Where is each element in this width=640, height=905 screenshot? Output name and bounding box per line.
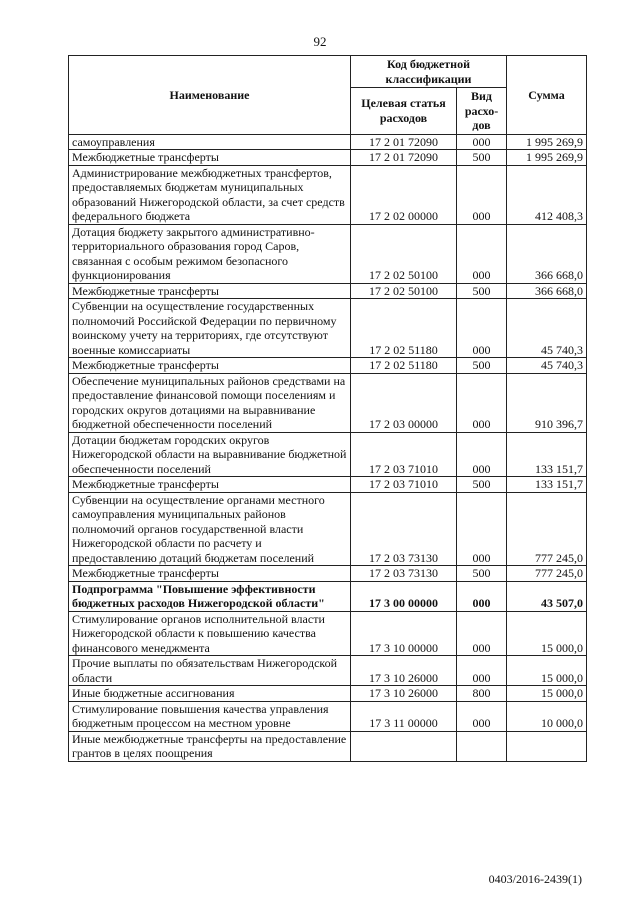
row-expense-type-cell: 000 [457, 224, 507, 283]
row-sum-cell [507, 731, 587, 761]
table-row [69, 283, 587, 299]
row-sum-cell: 777 245,0 [507, 566, 587, 582]
row-sum-cell: 133 151,7 [507, 432, 587, 477]
table-row [69, 134, 587, 150]
row-sum-cell: 15 000,0 [507, 611, 587, 656]
header-sum: Сумма [507, 56, 587, 135]
row-target-article-cell: 17 2 02 00000 [351, 165, 457, 224]
row-sum-cell: 1 995 269,9 [507, 134, 587, 150]
row-sum-cell: 43 507,0 [507, 581, 587, 611]
row-expense-type-cell: 000 [457, 299, 507, 358]
row-expense-type-cell: 000 [457, 432, 507, 477]
row-name-cell: Подпрограмма "Повышение эффективности бюджетных расходов Нижегородской области" [69, 581, 351, 611]
header-name: Наименование [69, 56, 351, 135]
row-sum-cell: 910 396,7 [507, 373, 587, 432]
row-sum-cell: 366 668,0 [507, 283, 587, 299]
row-target-article-cell: 17 2 03 71010 [351, 477, 457, 493]
row-sum-cell: 133 151,7 [507, 477, 587, 493]
row-target-article-cell: 17 3 10 26000 [351, 656, 457, 686]
table-row [69, 566, 587, 582]
row-target-article-cell: 17 2 02 50100 [351, 224, 457, 283]
row-expense-type-cell [457, 731, 507, 761]
header-expense-type: Вид расхо-дов [457, 88, 507, 135]
row-expense-type-cell: 000 [457, 701, 507, 731]
row-name-cell: Иные межбюджетные трансферты на предоставление грантов в целях поощрения [69, 731, 351, 761]
row-name-cell: Прочие выплаты по обязательствам Нижегородской области [69, 656, 351, 686]
row-target-article-cell: 17 3 10 00000 [351, 611, 457, 656]
row-target-article-cell: 17 3 10 26000 [351, 686, 457, 702]
row-expense-type-cell: 500 [457, 358, 507, 374]
row-sum-cell: 45 740,3 [507, 358, 587, 374]
table-row [69, 432, 587, 477]
row-name-cell: Администрирование межбюджетных трансфертов, предоставляемых бюджетам муниципальных образований Нижегородской области, за счет средств федерального бюджета [69, 165, 351, 224]
row-name-cell: Межбюджетные трансферты [69, 283, 351, 299]
row-name-cell: Стимулирование органов исполнительной власти Нижегородской области к повышению качества финансового менеджмента [69, 611, 351, 656]
row-name-cell: Стимулирование повышения качества управления бюджетным процессом на местном уровне [69, 701, 351, 731]
table-body [69, 134, 587, 761]
row-expense-type-cell: 000 [457, 611, 507, 656]
header-target-article: Целевая статья расходов [351, 88, 457, 135]
row-name-cell: Дотации бюджетам городских округов Нижегородской области на выравнивание бюджетной обеспеченности поселений [69, 432, 351, 477]
row-expense-type-cell: 800 [457, 686, 507, 702]
row-target-article-cell: 17 2 01 72090 [351, 134, 457, 150]
row-sum-cell: 412 408,3 [507, 165, 587, 224]
table-row [69, 581, 587, 611]
row-name-cell: Иные бюджетные ассигнования [69, 686, 351, 702]
table-row [69, 701, 587, 731]
row-target-article-cell: 17 2 03 73130 [351, 492, 457, 566]
row-name-cell: Дотация бюджету закрытого административно-территориального образования город Саров, связанная с особым режимом безопасного функционирования [69, 224, 351, 283]
budget-table [68, 55, 587, 762]
document-code: 0403/2016-2439(1) [488, 872, 582, 886]
table-row [69, 686, 587, 702]
row-sum-cell: 45 740,3 [507, 299, 587, 358]
row-target-article-cell: 17 2 03 71010 [351, 432, 457, 477]
row-name-cell: Обеспечение муниципальных районов средствами на предоставление финансовой помощи поселениям и городских округов дотациями на выравнивание бюджетной обеспеченности поселений [69, 373, 351, 432]
row-sum-cell: 1 995 269,9 [507, 150, 587, 166]
row-sum-cell: 15 000,0 [507, 656, 587, 686]
row-expense-type-cell: 000 [457, 492, 507, 566]
table-row [69, 358, 587, 374]
row-target-article-cell [351, 731, 457, 761]
row-name-cell: Межбюджетные трансферты [69, 477, 351, 493]
row-name-cell: Субвенции на осуществление государственных полномочий Российской Федерации по первичному воинскому учету на территориях, где отсутствуют военные комиссариаты [69, 299, 351, 358]
row-target-article-cell: 17 3 11 00000 [351, 701, 457, 731]
row-target-article-cell: 17 2 02 50100 [351, 283, 457, 299]
table-row [69, 611, 587, 656]
table-row [69, 731, 587, 761]
row-target-article-cell: 17 2 01 72090 [351, 150, 457, 166]
row-sum-cell: 15 000,0 [507, 686, 587, 702]
header-code-group: Код бюджетной классификации [351, 56, 507, 88]
table-row [69, 224, 587, 283]
row-sum-cell: 366 668,0 [507, 224, 587, 283]
table-row [69, 299, 587, 358]
table-row [69, 150, 587, 166]
row-expense-type-cell: 500 [457, 150, 507, 166]
row-expense-type-cell: 000 [457, 373, 507, 432]
row-expense-type-cell: 000 [457, 656, 507, 686]
row-expense-type-cell: 500 [457, 477, 507, 493]
table-row [69, 492, 587, 566]
row-target-article-cell: 17 2 03 73130 [351, 566, 457, 582]
row-name-cell: Межбюджетные трансферты [69, 150, 351, 166]
row-expense-type-cell: 000 [457, 134, 507, 150]
row-name-cell: Субвенции на осуществление органами местного самоуправления муниципальных районов полномочий органов государственной власти Нижегородской области по расчету и предоставлению дотаций бюджетам поселений [69, 492, 351, 566]
row-target-article-cell: 17 3 00 00000 [351, 581, 457, 611]
table-row [69, 373, 587, 432]
row-sum-cell: 777 245,0 [507, 492, 587, 566]
table-row [69, 656, 587, 686]
row-expense-type-cell: 000 [457, 581, 507, 611]
row-name-cell: Межбюджетные трансферты [69, 358, 351, 374]
row-sum-cell: 10 000,0 [507, 701, 587, 731]
table-row [69, 165, 587, 224]
row-expense-type-cell: 500 [457, 566, 507, 582]
row-expense-type-cell: 500 [457, 283, 507, 299]
row-name-cell: самоуправления [69, 134, 351, 150]
page-number: 92 [313, 34, 327, 49]
row-name-cell: Межбюджетные трансферты [69, 566, 351, 582]
row-target-article-cell: 17 2 03 00000 [351, 373, 457, 432]
row-target-article-cell: 17 2 02 51180 [351, 358, 457, 374]
table-row [69, 477, 587, 493]
row-target-article-cell: 17 2 02 51180 [351, 299, 457, 358]
row-expense-type-cell: 000 [457, 165, 507, 224]
